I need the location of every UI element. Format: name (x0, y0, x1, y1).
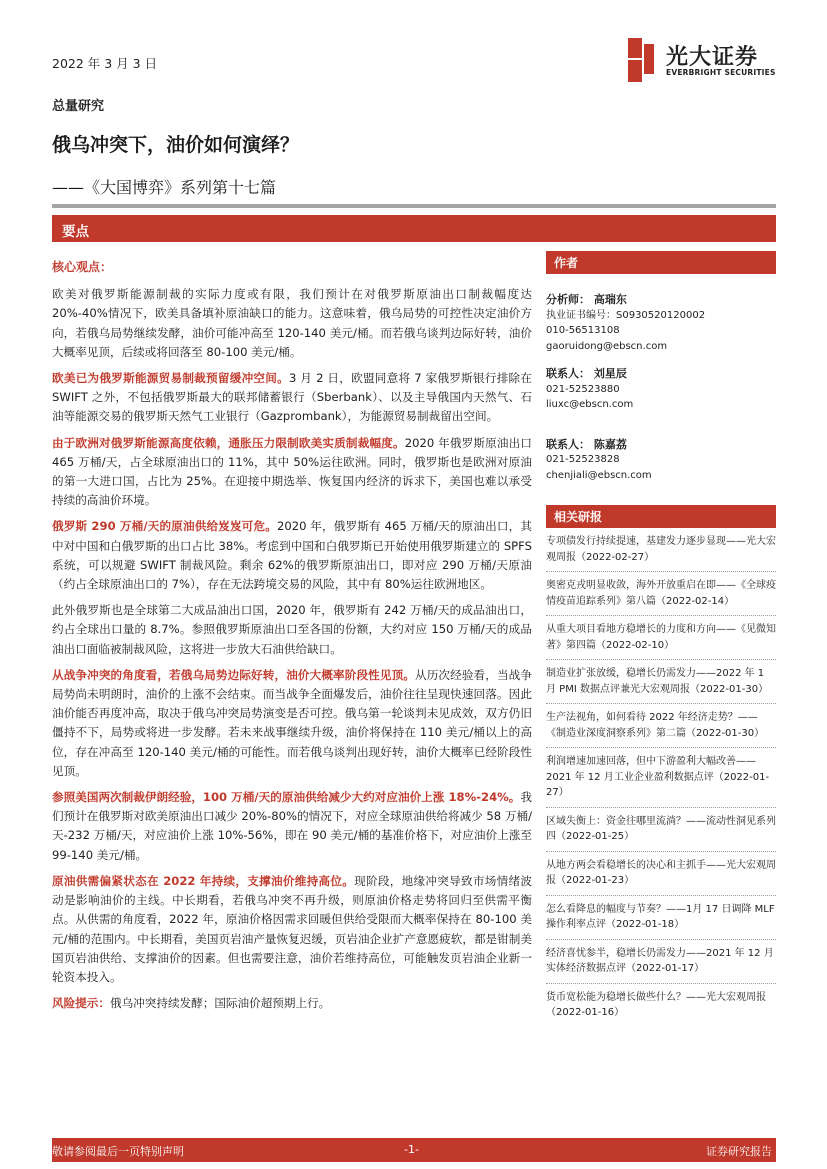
related-report-item[interactable]: 利润增速加速回落，但中下游盈利大幅改善——2021 年 12 月工业企业盈利数据点评（2022-01-27） (546, 748, 776, 808)
analyst-cert: 执业证书编号：S0930520120002 (546, 309, 706, 321)
paragraph-2: 欧美已为俄罗斯能源贸易制裁预留缓冲空间。3 月 2 日，欧盟同意将 7 家俄罗斯银行排除在 SWIFT 之外，不包括俄罗斯最大的联邦储蓄银行（Sberbank）、以及主导俄国内天然气、石油等能源交易的俄罗斯天然气工业银行（Gazprombank），为能源贸易制裁留出空间。 (52, 371, 532, 424)
main-content (52, 258, 532, 1020)
related-report-item[interactable]: 专项债发行持续提速，基建发力逐步显现——光大宏观周报（2022-02-27） (546, 528, 776, 572)
related-reports-list (546, 528, 776, 1027)
related-report-item[interactable]: 生产法视角，如何看待 2022 年经济走势？——《制造业深度洞察系列》第二篇（2022-01-30） (546, 704, 776, 748)
logo-text-en: EVERBRIGHT SECURITIES (666, 68, 776, 77)
page-number: -1- (404, 1143, 419, 1156)
risk-warning: 风险提示：俄乌冲突持续发酵；国际油价超预期上行。 (52, 996, 331, 1011)
paragraph-6: 从战争冲突的角度看，若俄乌局势边际好转，油价大概率阶段性见顶。从历次经验看，当战争局势尚未明朗时，油价的上涨不会结束。而当战争全面爆发后，油价往往呈现快速回落。因此油价能否再度冲高，取决于俄乌冲突局势演变是否可控。俄乌第一轮谈判未见成效，双方仍旧僵持不下，局势或将进一步发酵。若未来战事继续升级，油价将保持在 110 美元/桶以上的高位，存在冲高至 120-140 美元/桶的可能性。而若俄乌谈判出现好转，油价大概率已经阶段性见顶。 (52, 667, 532, 778)
contact-2-name: 联系人： 陈嘉荔 (546, 437, 627, 451)
contact-2-info (546, 437, 776, 484)
report-title: 俄乌冲突下，油价如何演绎？ (52, 134, 300, 156)
related-report-item[interactable]: 奥密克戎明显收敛，海外开放重启在即——《全球疫情疫苗追踪系列》第八篇（2022-02-14） (546, 572, 776, 616)
related-reports-bar: 相关研报 (546, 505, 776, 528)
report-date: 2022 年 3 月 3 日 (52, 56, 158, 71)
contact-1-info (546, 366, 776, 413)
paragraph-1: 欧美对俄罗斯能源制裁的实际力度或有限，我们预计在对俄罗斯原油出口制裁幅度达 20%-40%情况下，欧美具备填补原油缺口的能力。这意味着，俄乌局势的可控性决定油价方向，若俄乌局势继续发酵，油价可能冲高至 120-140 美元/桶。而若俄乌谈判边际好转，油价大概率见顶，后续或将回落至 80-100 美元/桶。 (52, 287, 532, 359)
footer-disclaimer: 敬请参阅最后一页特别声明 (52, 1145, 184, 1158)
related-report-item[interactable]: 经济喜忧参半，稳增长仍需发力——2021 年 12 月实体经济数据点评（2022-01-17） (546, 940, 776, 984)
core-view-heading: 核心观点： (52, 260, 113, 274)
contact-2-phone: 021-52523828 (546, 454, 620, 465)
paragraph-7: 参照美国两次制裁伊朗经验，100 万桶/天的原油供给减少大约对应油价上涨 18%-24%。我们预计在俄罗斯对欧美原油出口减少 20%-80%的情况下，对应全球原油供给将减少 58 万桶/天-232 万桶/天，对应油价上涨 10%-56%，即在 90 美元/桶的基准价格下，对应油价上涨至 99-140 美元/桶。 (52, 790, 532, 862)
contact-1-phone: 021-52523880 (546, 383, 620, 395)
analyst-info (546, 292, 776, 354)
related-report-item[interactable]: 制造业扩张放缓，稳增长仍需发力——2022 年 1 月 PMI 数据点评兼光大宏观周报（2022-01-30） (546, 660, 776, 704)
paragraph-8: 原油供需偏紧状态在 2022 年持续，支撑油价维持高位。现阶段，地缘冲突导致市场情绪波动是影响油价的主线。中长期看，若俄乌冲突不再升级，则原油价格走势将回归至供需平衡点。从供需的角度看，2022 年，原油价格因需求回暖但供给受限而大概率保持在 80-100 美元/桶的范围内。中长期看，美国页岩油产量恢复迟缓，页岩油企业扩产意愿疲软，都是钳制美国页岩油供给、支撑油价的因素。但也需要注意，油价若维持高位，可能触发页岩油企业新一轮资本投入。 (52, 873, 532, 984)
related-report-item[interactable]: 区域失衡上：资金往哪里流淌？——流动性洞见系列四（2022-01-25） (546, 808, 776, 852)
related-report-item[interactable]: 怎么看降息的幅度与节奏？——1月 17 日调降 MLF 操作利率点评（2022-01-18） (546, 896, 776, 940)
section-bar-key-points (52, 215, 776, 242)
analyst-email[interactable]: gaoruidong@ebscn.com (546, 340, 668, 352)
section-title: 要点 (62, 224, 89, 240)
analyst-name: 分析师： 高瑞东 (546, 293, 627, 306)
report-subtitle: ——《大国博弈》系列第十七篇 (52, 178, 277, 197)
related-report-item[interactable]: 从地方两会看稳增长的决心和主抓手——光大宏观周报（2022-01-23） (546, 852, 776, 896)
everbright-logo-icon (628, 38, 654, 82)
footer-report-type: 证券研究报告 (706, 1145, 772, 1158)
contact-1-email[interactable]: liuxc@ebscn.com (546, 399, 634, 410)
page-footer (52, 1138, 776, 1162)
author-section-bar: 作者 (546, 251, 776, 274)
sidebar (546, 251, 776, 1027)
paragraph-3: 由于欧洲对俄罗斯能源高度依赖，通胀压力限制欧美实质制裁幅度。2020 年俄罗斯原油出口 465 万桶/天，占全球原油出口的 11%，其中 50%运往欧洲。同时，俄罗斯也是欧洲对原油的第一大进口国，占比为 25%。在迎接中期选举、恢复国内经济的诉求下，美国也难以承受持续的高油价环境。 (52, 435, 532, 508)
contact-1-name: 联系人： 刘星辰 (546, 367, 627, 380)
report-category: 总量研究 (52, 99, 105, 114)
contact-2-email[interactable]: chenjiali@ebscn.com (546, 469, 652, 481)
logo-text-cn: 光大证券 (666, 45, 759, 70)
title-divider (52, 204, 776, 208)
analyst-phone: 010-56513108 (546, 325, 620, 336)
everbright-logo (628, 38, 778, 84)
paragraph-5: 此外俄罗斯也是全球第二大成品油出口国，2020 年，俄罗斯有 242 万桶/天的成品油出口，约占全球出口量的 8.7%。参照俄罗斯原油出口至各国的份额，大约对应 150 万桶/天的成品油出口面临被制裁风险，这将进一步放大石油供给缺口。 (52, 603, 532, 656)
paragraph-4: 俄罗斯 290 万桶/天的原油供给岌岌可危。2020 年，俄罗斯有 465 万桶/天的原油出口，其中对中国和白俄罗斯的出口占比 38%。考虑到中国和白俄罗斯已开始使用俄罗斯建立的 SPFS 系统，可以规避 SWIFT 制裁风险。剩余 62%的俄罗斯原油出口，即对应 290 万桶/天原油（约占全球原油出口的 7%），存在无法跨境交易的风险，其中有 80%运往欧洲地区。 (52, 519, 532, 592)
related-report-item[interactable]: 货币宽松能为稳增长做些什么？——光大宏观周报 （2022-01-16） (546, 991, 766, 1018)
related-report-item[interactable]: 从重大项目看地方稳增长的力度和方向——《见微知著》第四篇（2022-02-10） (546, 616, 776, 660)
